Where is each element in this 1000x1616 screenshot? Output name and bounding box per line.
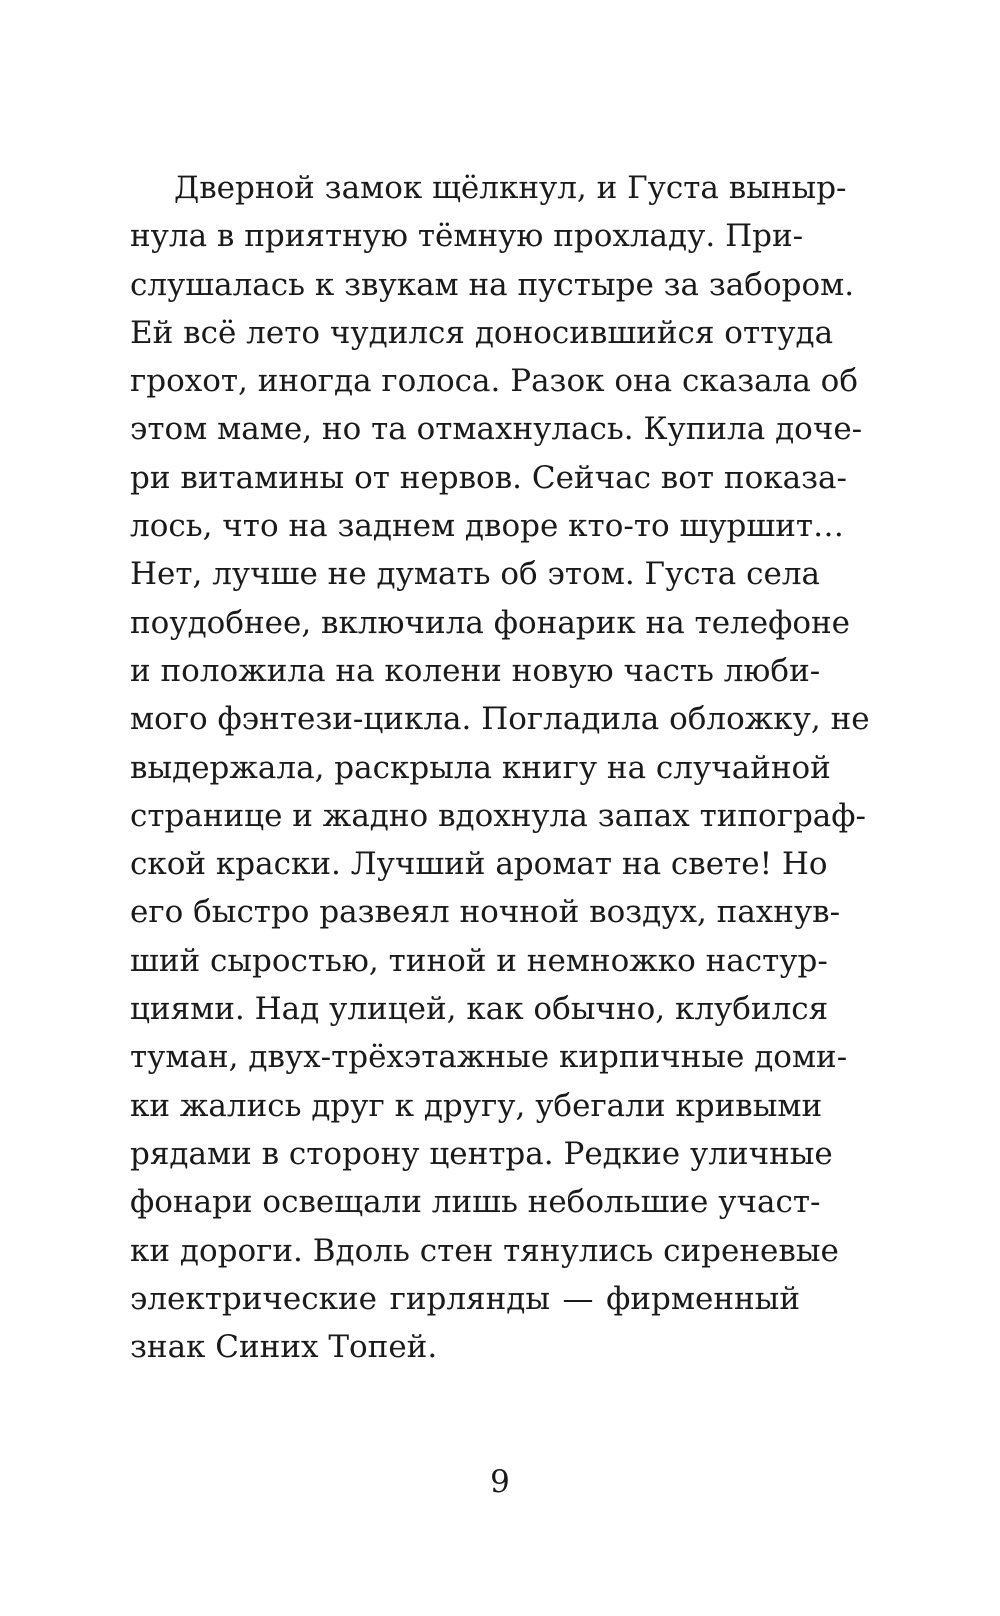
text-line: этом маме, но та отмахнулась. Купила доче- xyxy=(130,411,863,448)
text-line: мого фэнтези-цикла. Погладила обложку, не xyxy=(130,701,870,738)
body-paragraph xyxy=(130,164,870,1371)
text-line: знак Синих Топей. xyxy=(130,1329,438,1366)
text-line: циями. Над улицей, как обычно, клубился xyxy=(130,991,829,1028)
text-line: Нет, лучше не думать об этом. Густа села xyxy=(130,556,821,593)
page-number: 9 xyxy=(490,1464,510,1500)
text-line: ки жались друг к другу, убегали кривыми xyxy=(130,1087,823,1124)
text-line: Дверной замок щёлкнул, и Густа выныр- xyxy=(174,170,847,206)
text-line: слушалась к звукам на пустыре за забором. xyxy=(130,266,855,303)
text-line: нула в приятную тёмную прохладу. При- xyxy=(130,218,804,255)
text-line: его быстро развеял ночной воздух, пахнув- xyxy=(130,894,841,931)
text-line: электрические гирлянды — фирменный xyxy=(130,1280,800,1317)
text-line: странице и жадно вдохнула запах типограф- xyxy=(130,797,867,834)
text-line: ри витамины от нервов. Сейчас вот показа- xyxy=(130,459,847,496)
text-line: и положила на колени новую часть люби- xyxy=(130,652,821,689)
text-line: ший сыростью, тиной и немножко настур- xyxy=(130,942,828,979)
text-line: ки дороги. Вдоль стен тянулись сиреневые xyxy=(130,1232,839,1269)
text-line: фонари освещали лишь небольшие участ- xyxy=(130,1184,821,1221)
text-line: ской краски. Лучший аромат на свете! Но xyxy=(130,846,828,883)
text-line: выдержала, раскрыла книгу на случайной xyxy=(130,749,831,786)
text-line: лось, что на заднем дворе кто-то шуршит… xyxy=(130,508,845,545)
text-line: грохот, иногда голоса. Разок она сказала об xyxy=(130,363,858,400)
text-line: поудобнее, включила фонарик на телефоне xyxy=(130,604,851,641)
text-line: туман, двух-трёхэтажные кирпичные доми- xyxy=(130,1039,848,1076)
text-line: Ей всё лето чудился доносившийся оттуда xyxy=(130,314,834,351)
text-line: рядами в сторону центра. Редкие уличные xyxy=(130,1135,833,1172)
